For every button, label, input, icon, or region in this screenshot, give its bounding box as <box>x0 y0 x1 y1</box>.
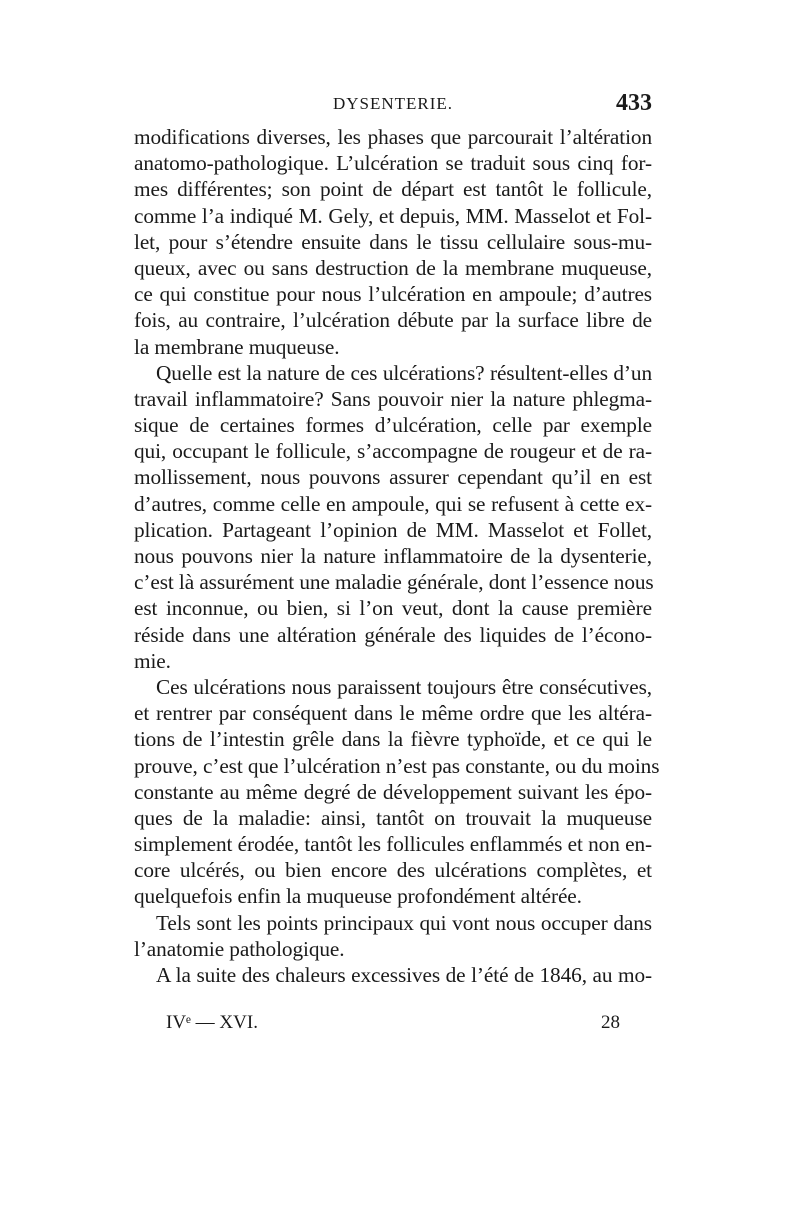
signature-number: 28 <box>601 1012 620 1033</box>
running-head <box>134 90 652 124</box>
text-line: l’anatomie pathologique. <box>134 936 345 961</box>
signature-footer <box>166 1012 620 1042</box>
text-line: ce qui constitue pour nous l’ulcération en ampoule; d’autres <box>134 282 652 307</box>
body-text <box>134 124 660 988</box>
running-title: DYSENTERIE. <box>332 94 454 113</box>
text-line: simplement érodée, tantôt les follicules enflammés et non en- <box>134 832 652 857</box>
text-line: d’autres, comme celle en ampoule, qui se refusent à cette ex- <box>134 491 652 516</box>
text-line: Quelle est la nature de ces ulcérations? résultent-elles d’un <box>156 360 652 385</box>
text-line: c’est là assurément une maladie générale, dont l’essence nous <box>134 570 654 595</box>
text-line: plication. Partageant l’opinion de MM. Masselot et Follet, <box>134 517 652 542</box>
text-line: queux, avec ou sans destruction de la membrane muqueuse, <box>134 255 652 280</box>
text-line: qui, occupant le follicule, s’accompagne de rougeur et de ra- <box>134 439 652 464</box>
text-line: fois, au contraire, l’ulcération débute par la surface libre de <box>134 308 652 333</box>
text-line: A la suite des chaleurs excessives de l’été de 1846, au mo- <box>156 963 652 987</box>
text-line: let, pour s’étendre ensuite dans le tissu cellulaire sous-mu- <box>134 229 652 254</box>
text-line: et rentrer par conséquent dans le même ordre que les altéra- <box>134 701 652 726</box>
text-line: anatomo-pathologique. L’ulcération se traduit sous cinq for- <box>134 151 652 176</box>
page-number: 433 <box>616 90 652 116</box>
text-line: mollissement, nous pouvons assurer cependant qu’il en est <box>134 465 652 490</box>
text-line: tions de l’intestin grêle dans la fièvre typhoïde, et ce qui le <box>134 727 652 752</box>
text-line: mie. <box>134 648 171 673</box>
signature-mark: IVᵉ — XVI. <box>166 1012 258 1033</box>
text-line: ques de la maladie: ainsi, tantôt on trouvait la muqueuse <box>134 805 652 830</box>
text-line: modifications diverses, les phases que parcourait l’altération <box>134 125 652 149</box>
text-line: core ulcérés, ou bien encore des ulcérations complètes, et <box>134 858 652 883</box>
text-line: travail inflammatoire? Sans pouvoir nier la nature phlegma- <box>134 386 652 411</box>
text-line: Tels sont les points principaux qui vont nous occuper dans <box>156 910 652 935</box>
text-line: prouve, c’est que l’ulcération n’est pas constante, ou du moins <box>134 753 660 778</box>
text-line: comme l’a indiqué M. Gely, et depuis, MM. Masselot et Fol- <box>134 203 652 228</box>
text-line: sique de certaines formes d’ulcération, celle par exemple <box>134 413 652 438</box>
text-line: quelquefois enfin la muqueuse profondément altérée. <box>134 884 582 909</box>
text-line: constante au même degré de développement suivant les épo- <box>134 779 652 804</box>
text-line: réside dans une altération générale des liquides de l’écono- <box>134 622 652 647</box>
text-line: nous pouvons nier la nature inflammatoire de la dysenterie, <box>134 544 652 568</box>
text-line: mes différentes; son point de départ est tantôt le follicule, <box>134 177 652 202</box>
text-line: la membrane muqueuse. <box>134 334 340 359</box>
text-line: Ces ulcérations nous paraissent toujours être consécutives, <box>156 674 652 699</box>
text-line: est inconnue, ou bien, si l’on veut, dont la cause première <box>134 596 652 621</box>
